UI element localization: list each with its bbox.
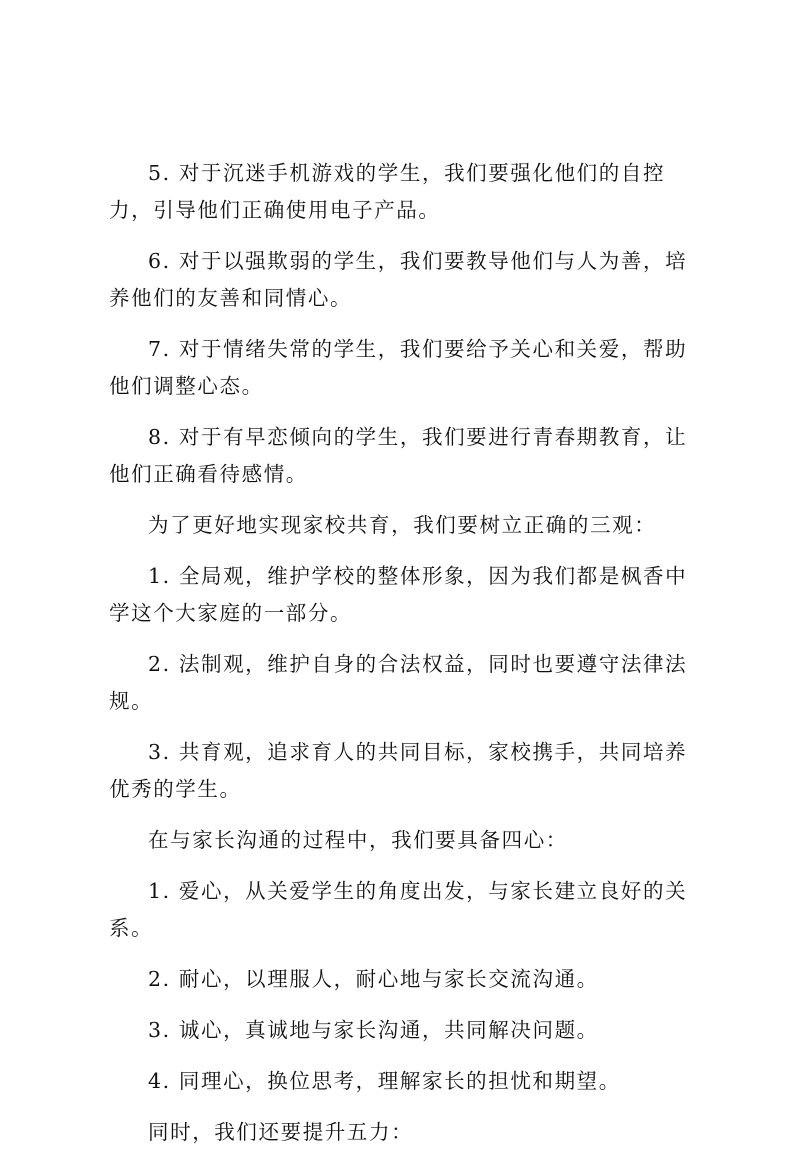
paragraph-heart-sincerity: 3. 诚心，真诚地与家长沟通，共同解决问题。: [148, 1018, 599, 1042]
paragraph-view-overall: 1. 全局观，维护学校的整体形象，因为我们都是枫香中学这个大家庭的一部分。: [109, 564, 688, 625]
paragraph-four-hearts-intro: 在与家长沟通的过程中，我们要具备四心：: [148, 828, 568, 852]
paragraph-early-love-students: 8. 对于有早恋倾向的学生，我们要进行青春期教育，让他们正确看待感情。: [109, 425, 688, 486]
document-body: [109, 155, 694, 1165]
paragraph-view-legal: 2. 法制观，维护自身的合法权益，同时也要遵守法律法规。: [109, 652, 688, 713]
paragraph-heart-love: 1. 爱心，从关爱学生的角度出发，与家长建立良好的关系。: [109, 879, 688, 940]
paragraph-three-views-intro: 为了更好地实现家校共育，我们要树立正确的三观：: [148, 513, 657, 537]
paragraph-heart-patience: 2. 耐心，以理服人，耐心地与家长交流沟通。: [148, 967, 599, 991]
paragraph-gaming-students: 5. 对于沉迷手机游戏的学生，我们要强化他们的自控力，引导他们正确使用电子产品。: [109, 161, 666, 222]
paragraph-view-co-education: 3. 共育观，追求育人的共同目标，家校携手，共同培养优秀的学生。: [109, 740, 688, 801]
paragraph-heart-empathy: 4. 同理心，换位思考，理解家长的担忧和期望。: [148, 1069, 621, 1093]
paragraph-five-abilities-intro: 同时，我们还要提升五力：: [148, 1120, 414, 1144]
paragraph-bullying-students: 6. 对于以强欺弱的学生，我们要教导他们与人为善，培养他们的友善和同情心。: [109, 249, 688, 310]
paragraph-emotional-students: 7. 对于情绪失常的学生，我们要给予关心和关爱，帮助他们调整心态。: [109, 337, 688, 398]
